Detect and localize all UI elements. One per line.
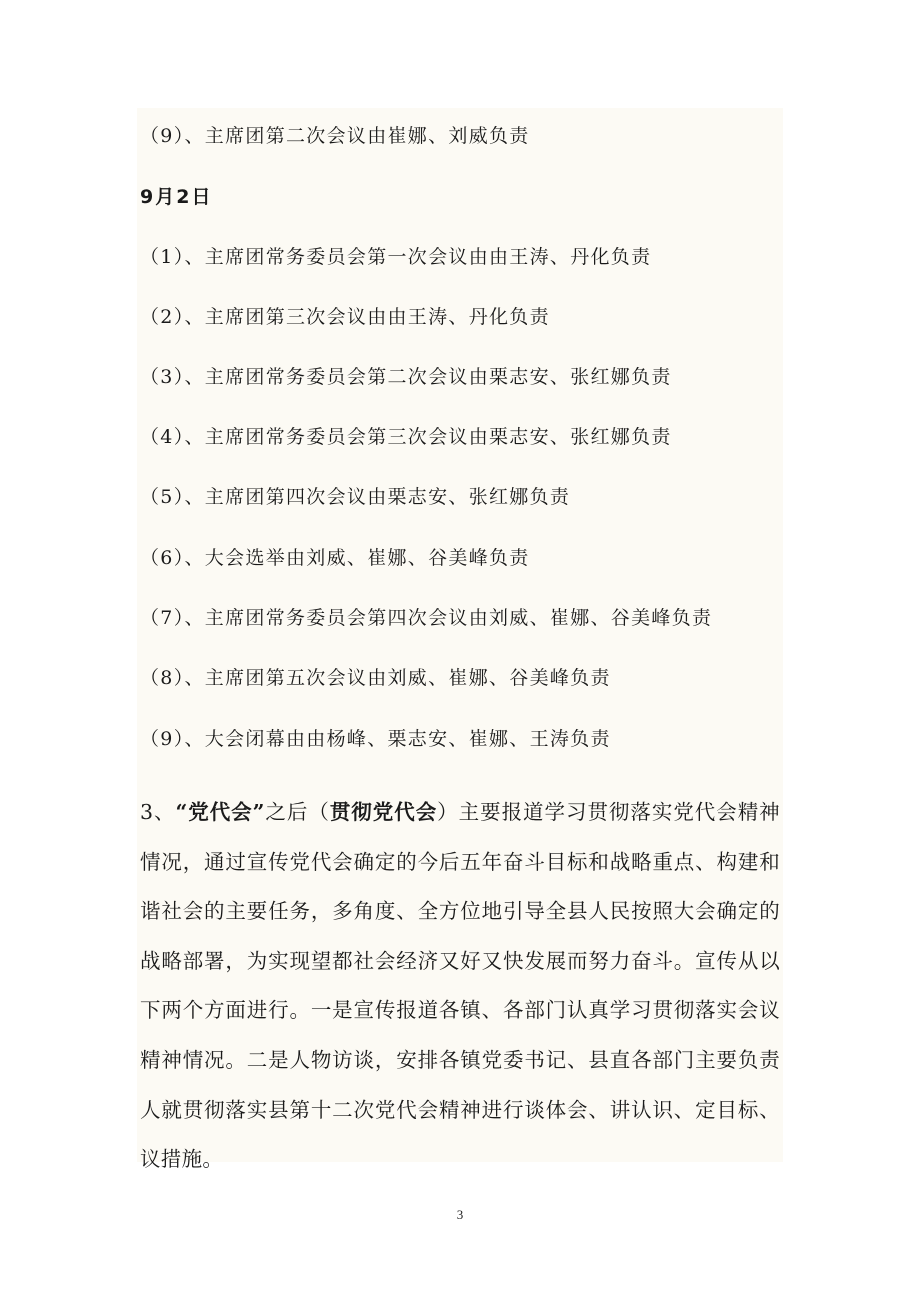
date-heading: 9月2日 — [140, 186, 213, 208]
list-item: （7）、主席团常务委员会第四次会议由刘威、崔娜、谷美峰负责 — [140, 607, 713, 629]
list-item: （2）、主席团第三次会议由由王涛、丹化负责 — [140, 306, 550, 328]
section-3-paragraph — [140, 788, 780, 1185]
page-number: 3 — [456, 1207, 464, 1222]
list-item: （1）、主席团常务委员会第一次会议由由王涛、丹化负责 — [140, 246, 652, 268]
list-item: （9）、大会闭幕由由杨峰、栗志安、崔娜、王涛负责 — [140, 728, 611, 750]
list-item: （4）、主席团常务委员会第三次会议由栗志安、张红娜负责 — [140, 426, 672, 448]
list-item: （8）、主席团第五次会议由刘威、崔娜、谷美峰负责 — [140, 667, 611, 689]
bold-term-implement: 贯彻党代会 — [329, 800, 438, 824]
section-body: ）主要报道学习贯彻落实党代会精神情况，通过宣传党代会确定的今后五年奋斗目标和战略重点、构建和谐社会的主要任务，多角度、全方位地引导全县人民按照大会确定的战略部署，为实现望都社会经济又好又快发展而努力奋斗。宣传从以下两个方面进行。一是宣传报道各镇、各部门认真学习贯彻落实会议精神情况。二是人物访谈，安排各镇党委书记、县直各部门主要负责人就贯彻落实县第十二次党代会精神进行谈体会、讲认识、定目标、议措施。 — [140, 800, 780, 1172]
list-item-prev-9: （9）、主席团第二次会议由崔娜、刘威负责 — [140, 125, 530, 147]
list-item: （3）、主席团常务委员会第二次会议由栗志安、张红娜负责 — [140, 366, 672, 388]
section-number: 3、 — [140, 800, 176, 824]
bold-term-party-congress: “党代会” — [175, 800, 265, 824]
list-item: （5）、主席团第四次会议由栗志安、张红娜负责 — [140, 486, 571, 508]
list-item: （6）、大会选举由刘威、崔娜、谷美峰负责 — [140, 547, 530, 569]
section-text: 之后（ — [264, 800, 330, 824]
